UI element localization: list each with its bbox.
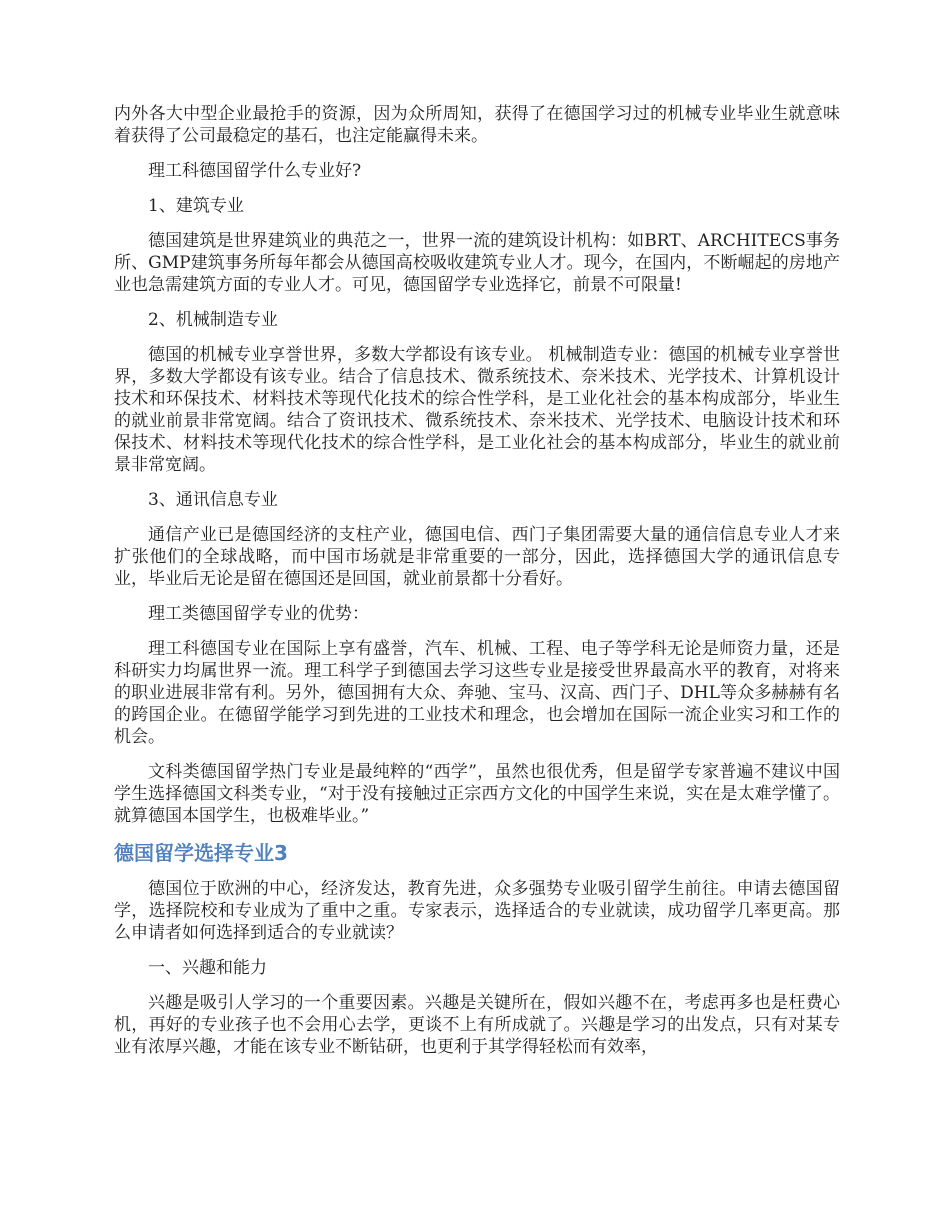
paragraph-liberal-arts: 文科类德国留学热门专业是最纯粹的“西学”，虽然也很优秀，但是留学专家普遍不建议中国学生选择德国文科类专业，“对于没有接触过正宗西方文化的中国学生来说，实在是太难学懂了。就算德国本国学生，也极难毕业。” xyxy=(114,762,840,826)
document-page xyxy=(114,103,840,1071)
paragraph-architecture: 德国建筑是世界建筑业的典范之一，世界一流的建筑设计机构：如BRT、ARCHITECS事务所、GMP建筑事务所每年都会从德国高校吸收建筑专业人才。现今，在国内，不断崛起的房地产业也急需建筑方面的专业人才。可见，德国留学专业选择它，前景不可限量! xyxy=(114,231,840,295)
paragraph-intro-continuation: 内外各大中型企业最抢手的资源，因为众所周知，获得了在德国学习过的机械专业毕业生就意味着获得了公司最稳定的基石，也注定能赢得未来。 xyxy=(114,104,840,146)
paragraph-telecom: 通信产业已是德国经济的支柱产业，德国电信、西门子集团需要大量的通信信息专业人才来扩张他们的全球战略，而中国市场就是非常重要的一部分，因此，选择德国大学的通讯信息专业，毕业后无论是留在德国还是回国，就业前景都十分看好。 xyxy=(114,525,840,589)
paragraph-advantages: 理工科德国专业在国际上享有盛誉，汽车、机械、工程、电子等学科无论是师资力量，还是科研实力均属世界一流。理工科学子到德国去学习这些专业是接受世界最高水平的教育，对将来的职业进展非常有利。另外，德国拥有大众、奔驰、宝马、汉高、西门子、DHL等众多赫赫有名的跨国企业。在德留学能学习到先进的工业技术和理念，也会增加在国际一流企业实习和工作的机会。 xyxy=(114,639,840,747)
paragraph-interest: 兴趣是吸引人学习的一个重要因素。兴趣是关键所在，假如兴趣不在，考虑再多也是枉费心机，再好的专业孩子也不会用心去学，更谈不上有所成就了。兴趣是学习的出发点，只有对某专业有浓厚兴趣，才能在该专业不断钻研，也更利于其学得轻松而有效率， xyxy=(114,993,840,1057)
question-heading-science-majors: 理工科德国留学什么专业好? xyxy=(148,161,362,181)
section-heading-3: 德国留学选择专业3 xyxy=(114,841,288,865)
subheading-advantages: 理工类德国留学专业的优势： xyxy=(148,604,369,624)
item-heading-interest: 一、兴趣和能力 xyxy=(148,958,267,978)
paragraph-germany-intro: 德国位于欧洲的中心，经济发达，教育先进，众多强势专业吸引留学生前往。申请去德国留学，选择院校和专业成为了重中之重。专家表示，选择适合的专业就读，成功留学几率更高。那么申请者如何选择到适合的专业就读？ xyxy=(114,879,840,943)
item-heading-telecom: 3、通讯信息专业 xyxy=(148,490,278,510)
item-heading-architecture: 1、建筑专业 xyxy=(148,196,244,216)
item-heading-mechanical: 2、机械制造专业 xyxy=(148,310,278,330)
paragraph-mechanical: 德国的机械专业享誉世界，多数大学都设有该专业。 机械制造专业：德国的机械专业享誉世界，多数大学都设有该专业。结合了信息技术、微系统技术、奈米技术、光学技术、计算机设计技术和环保技术、材料技术等现代化技术的综合性学科，是工业化社会的基本构成部分，毕业生的就业前景非常宽阔。结合了资讯技术、微系统技术、奈米技术、光学技术、电脑设计技术和环保技术、材料技术等现代化技术的综合性学科，是工业化社会的基本构成部分，毕业生的就业前景非常宽阔。 xyxy=(114,345,840,475)
